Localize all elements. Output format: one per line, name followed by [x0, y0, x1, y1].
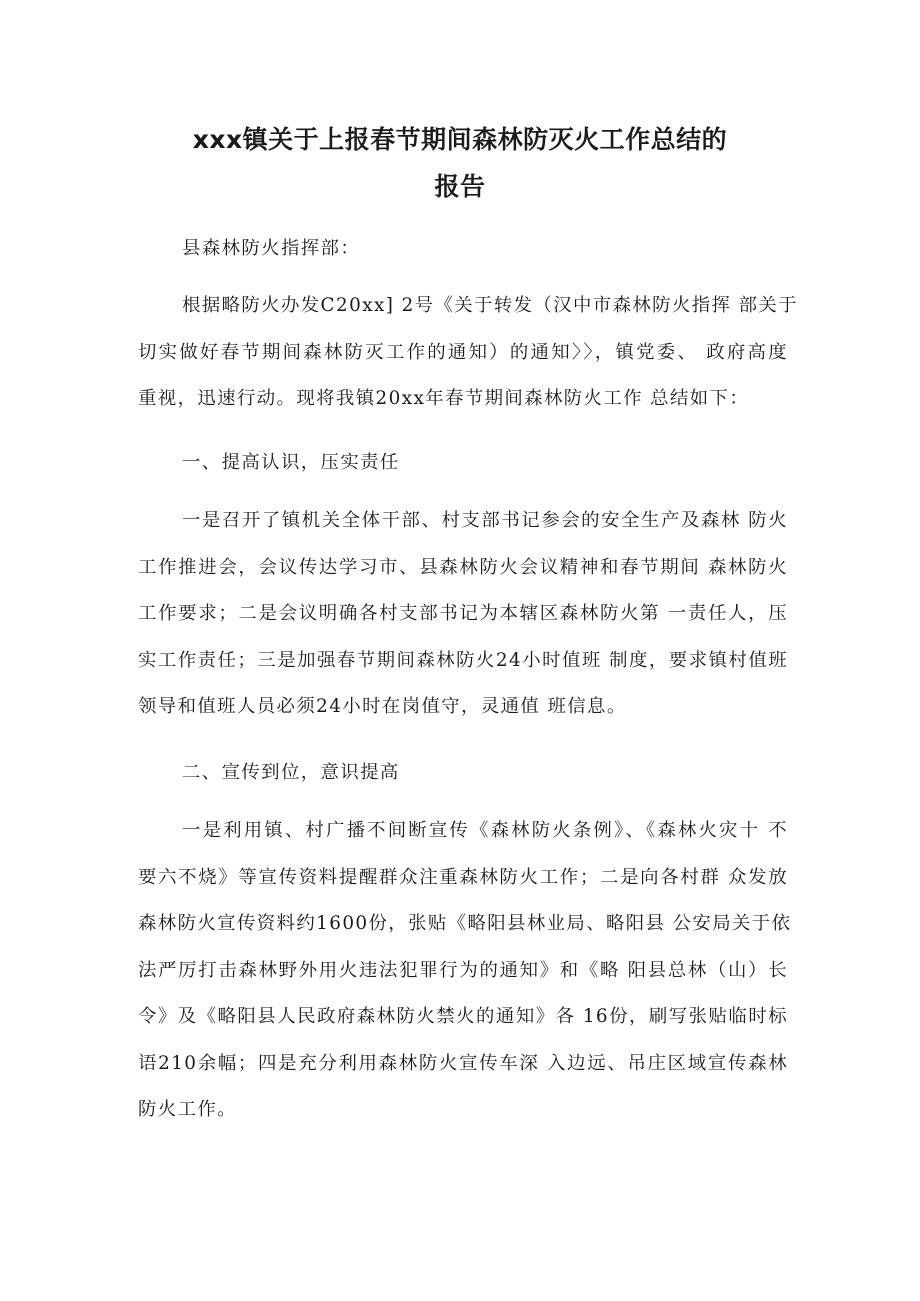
paragraph-line: 领导和值班人员必须24小时在岗值守，灵通值 班信息。: [138, 696, 627, 717]
salutation: [138, 226, 832, 273]
section-2-paragraph: [138, 808, 792, 1134]
paragraph-line: 切实做好春节期间森林防灭工作的通知）的通知〉〉，镇党委、 政府高度: [138, 341, 788, 363]
paragraph-line: 实工作责任；三是加强春节期间森林防火24小时值班 制度，要求镇村值班: [138, 649, 788, 671]
document-title-line-2: 报告: [434, 172, 486, 201]
paragraph-line: 根据略防火办发C20xx] 2号《关于转发（汉中市森林防火指挥 部关于: [182, 295, 798, 316]
document-title-line-1: xxx镇关于上报春节期间森林防灭火工作总结的: [192, 125, 728, 154]
paragraph-line: 工作推进会，会议传达学习市、县森林防火会议精神和春节期间 森林防火: [138, 556, 788, 578]
paragraph-line: 森林防火宣传资料约1600份，张贴《略阳县林业局、略阳县 公安局关于依: [138, 913, 792, 934]
section-1-paragraph: [138, 498, 788, 731]
paragraph-line: 法严厉打击森林野外用火违法犯罪行为的通知》和《略 阳县总林（山）长: [138, 959, 788, 981]
section-heading-text: 一、提高认识，压实责任: [182, 452, 400, 473]
paragraph-line: 语210余幅；四是充分利用森林防火宣传车深 入边远、吊庄区域宣传森林: [138, 1052, 788, 1074]
paragraph-line: 令》及《略阳县人民政府森林防火禁火的通知》各 16份，刷写张贴临时标: [138, 1006, 788, 1027]
paragraph-line: 一是利用镇、村广播不间断宣传《森林防火条例》、《森林火灾十 不: [182, 820, 788, 841]
paragraph-line: 工作要求；二是会议明确各村支部书记为本辖区森林防火第 一责任人，压: [138, 603, 788, 624]
section-1-heading: [138, 440, 832, 487]
section-heading-text: 二、宣传到位，意识提高: [182, 762, 400, 783]
section-2-heading: [138, 750, 832, 797]
paragraph-line: 要六不烧》等宣传资料提醒群众注重森林防火工作；二是向各村群 众发放: [138, 866, 788, 888]
paragraph-line: 防火工作。: [138, 1099, 237, 1120]
intro-paragraph: [138, 283, 798, 423]
paragraph-line: 重视，迅速行动。现将我镇20xx年春节期间森林防火工作 总结如下：: [138, 388, 750, 409]
paragraph-line: 一是召开了镇机关全体干部、村支部书记参会的安全生产及森林 防火: [182, 510, 788, 531]
salutation-text: 县森林防火指挥部：: [182, 238, 361, 259]
